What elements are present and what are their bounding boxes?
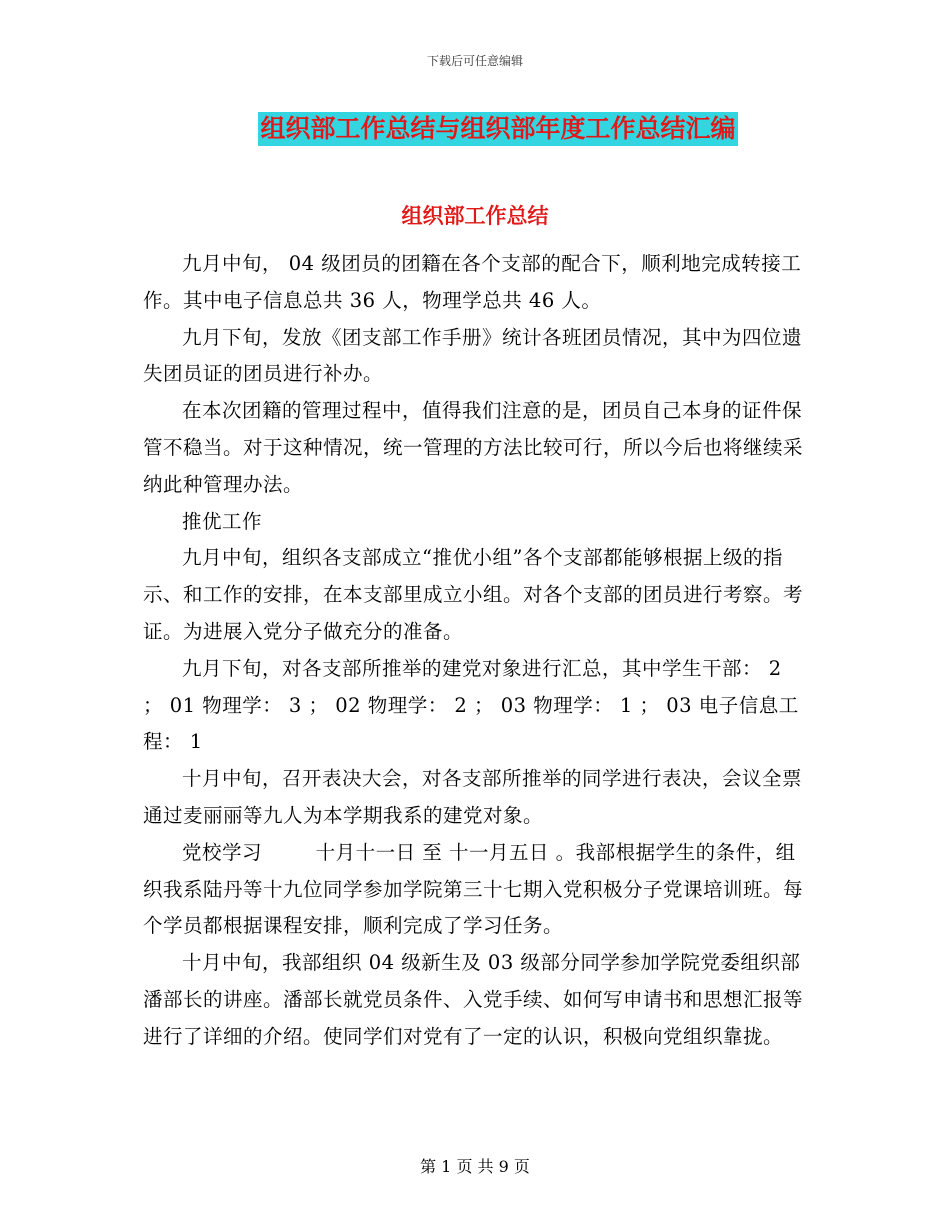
- page-number-footer: 第 1 页 共 9 页: [420, 1157, 530, 1176]
- paragraph: 九月中旬，组织各支部成立“推优小组”各个支部都能够根据上级的指示、和工作的安排，在本支部里成立小组。对各个支部的团员进行考察。考证。为进展入党分子做充分的准备。: [143, 546, 804, 643]
- paragraph: 九月中旬， 04 级团员的团籍在各个支部的配合下，顺利地完成转接工作。其中电子信息总共 36 人，物理学总共 46 人。: [143, 252, 802, 312]
- page-header-note: 下载后可任意编辑: [426, 54, 523, 68]
- paragraph-subheading: 推优工作: [182, 509, 263, 533]
- document-body: [143, 246, 807, 1056]
- section-title: 组织部工作总结: [401, 204, 549, 228]
- paragraph: 十月中旬，召开表决大会，对各支部所推举的同学进行表决，会议全票通过麦丽丽等九人为本学期我系的建党对象。: [143, 767, 803, 827]
- paragraph: 党校学习 十月十一日 至 十一月五日 。我部根据学生的条件，组织我系陆丹等十九位同学参加学院第三十七期入党积极分子党课培训班。每个学员都根据课程安排，顺利完成了学习任务。: [143, 840, 804, 938]
- paragraph: 九月下旬，对各支部所推举的建党对象进行汇总，其中学生干部： 2 ； 01 物理学： 3 ； 02 物理学： 2 ； 03 物理学： 1 ； 03 电子信息工程： 1: [143, 656, 799, 754]
- paragraph: 在本次团籍的管理过程中，值得我们注意的是，团员自己本身的证件保管不稳当。对于这种情况，统一管理的方法比较可行，所以今后也将继续采纳此种管理办法。: [143, 399, 804, 496]
- main-title: 组织部工作总结与组织部年度工作总结汇编: [258, 112, 737, 146]
- paragraph: 九月下旬，发放《团支部工作手册》统计各班团员情况，其中为四位遗失团员证的团员进行补办。: [143, 325, 803, 386]
- main-title-container: [0, 112, 950, 146]
- paragraph: 十月中旬，我部组织 04 级新生及 03 级部分同学参加学院党委组织部潘部长的讲座。潘部长就党员条件、入党手续、如何写申请书和思想汇报等进行了详细的介绍。使同学们对党有了一定的认识，积极向党组织靠拢。: [143, 951, 804, 1048]
